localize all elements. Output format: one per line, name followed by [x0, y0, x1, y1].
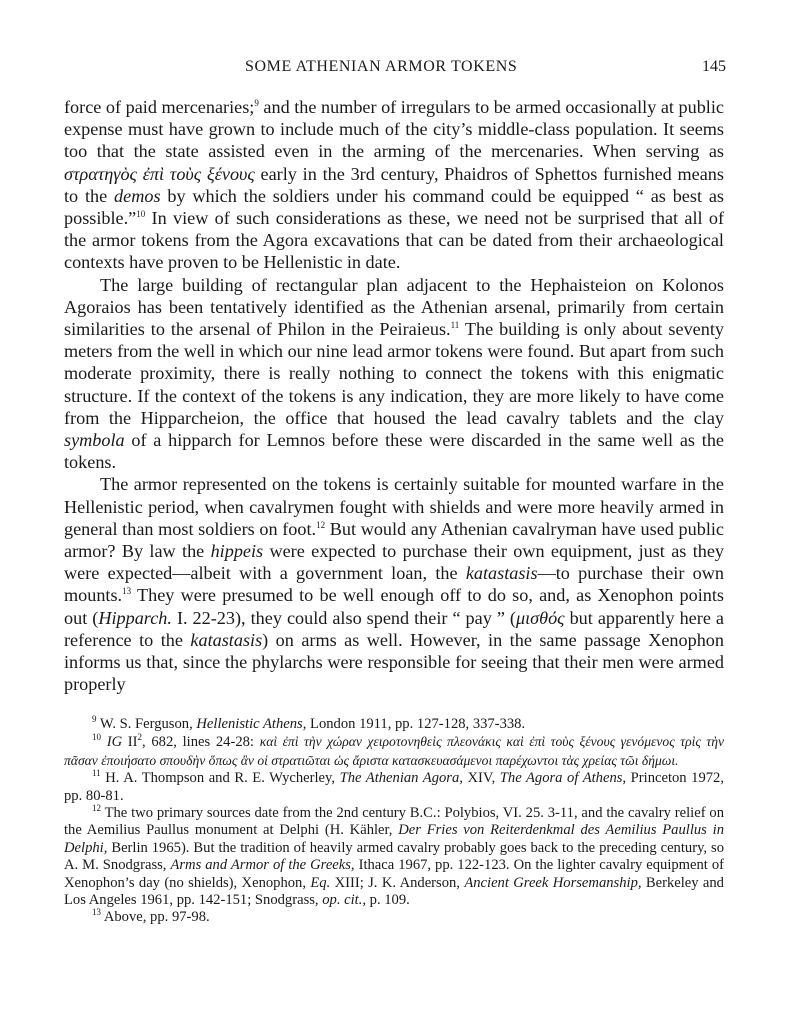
paragraph-3 [64, 473, 724, 695]
italic-term: katastasis [465, 563, 538, 584]
footnote-10 [64, 733, 724, 770]
text-run: by which the soldiers under his command could be equipped “ as best as possible.” [64, 185, 724, 229]
text-run: In view of such considerations as these, we need not be surprised that all of the armor tokens from the Agora excavations that can be dated from their archaeological contexts have proven to be Hellenistic in date. [64, 208, 724, 273]
text-run: —to purchase their own mounts. [64, 563, 724, 606]
footnote-ref-9: 9 [254, 97, 259, 108]
text-run: early in the 3rd century, Phaidros of Sphettos furnished means to the [64, 163, 724, 206]
text-run: London 1911, pp. 127-128, 337-338. [306, 716, 526, 732]
footnote-ref-10: 10 [136, 208, 146, 219]
text-run: Berkeley and Los Angeles 1961, pp. 142-151; Snodgrass, [64, 874, 724, 909]
paragraph-2 [64, 274, 724, 474]
text-run: Berlin 1965). But the tradition of heavily armed cavalry probably goes back to the preceding century, so A. M. Snodgrass, [64, 839, 724, 874]
footnote-13 [64, 909, 724, 926]
text-run: were expected to purchase their own equipment, just as they were expected—albeit with a government loan, the [64, 541, 725, 584]
italic-term: demos [114, 185, 161, 206]
footnote-ref-11: 11 [450, 319, 460, 330]
footnote-ref-12: 12 [316, 519, 326, 530]
text-run: W. S. Ferguson, [96, 716, 197, 732]
italic-title: The Athenian Agora, [339, 770, 463, 787]
page-number: 145 [702, 58, 726, 75]
text-run: , 682, lines 24-28: [142, 734, 260, 751]
footnote-number: 12 [92, 803, 101, 814]
italic-term: symbola [64, 430, 125, 451]
italic-title: IG [106, 734, 123, 751]
superscript: 2 [137, 732, 143, 743]
footnote-ref-13: 13 [122, 586, 132, 597]
italic-citation: Hipparch. [98, 607, 172, 628]
text-run: Ithaca 1967, pp. 122-123. On the lighter cavalry equipment of Xenophon’s day (no shields), Xenophon, [64, 857, 724, 891]
text-run: Above, pp. 97-98. [101, 909, 210, 926]
footnotes [64, 716, 724, 927]
text-run: H. A. Thompson and R. E. Wycherley, [100, 770, 340, 787]
italic-term: katastasis [190, 629, 263, 650]
body-text [64, 96, 724, 695]
greek-quotation: καὶ ἐπὶ τὴν χώραν χειροτονηθεὶς πλεονάκις καὶ ἐπὶ τοὺς ξένους γενόμενος τρὶς τὴν πᾶσαν ἐποιήσατο σπουδὴν ὅπως ἂν οἱ στρατιῶται ὡς ἄριστα κατασκευασάμενοι παρέχωντοι τὰς χρείας τῶι δήμωι. [64, 734, 724, 768]
text-run: Princeton 1972, pp. 80-81. [64, 770, 725, 804]
text-run: and the number of irregulars to be armed occasionally at public expense must have grown to include much of the city’s middle-class population. It seems too that the state assisted even in the arming of the mercenaries. When serving as [64, 97, 724, 162]
italic-term: hippeis [210, 541, 264, 562]
footnote-number: 9 [92, 714, 97, 725]
paragraph-1 [64, 96, 724, 274]
footnote-11 [64, 770, 724, 805]
footnote-number: 10 [92, 732, 101, 743]
italic-title: Arms and Armor of the Greeks, [170, 857, 355, 874]
text-run: But would any Athenian cavalryman have used public armor? By law the [64, 518, 724, 562]
italic-title: Ancient Greek Horsemanship, [464, 874, 642, 891]
greek-word: μισθός [515, 607, 565, 628]
text-run: ) on arms as well. However, in the same passage Xenophon informs us that, since the phylarchs were responsible for seeing that their men were armed properly [64, 629, 724, 695]
text-run: The two primary sources date from the 2nd century B.C.: Polybios, VI. 25. 3-11, and the cavalry relief on the Aemilius Paullus monument at Delphi (H. Kähler, [64, 805, 724, 839]
text-run: The armor represented on the tokens is certainly suitable for mounted warfare in the Hellenistic period, when cavalrymen fought with shields and were more heavily armed in general than most soldiers on foot. [64, 474, 724, 539]
italic-title: The Agora of Athens, [499, 770, 627, 787]
text-run: of a hipparch for Lemnos before these were discarded in the same well as the tokens. [64, 430, 724, 473]
italic-title: op. cit., [322, 892, 367, 909]
page-header [0, 58, 787, 82]
text-run: XIII; J. K. Anderson, [330, 874, 465, 891]
text-run: II [122, 734, 138, 751]
footnote-9 [64, 716, 724, 733]
footnote-12 [64, 805, 724, 909]
footnote-number: 11 [92, 768, 101, 779]
text-run: I. 22-23), they could also spend their “ pay ” ( [171, 607, 516, 628]
text-run: They were presumed to be well enough off to do so, and, as Xenophon points out ( [64, 585, 724, 628]
italic-title: Eq. [310, 874, 331, 891]
running-title: SOME ATHENIAN ARMOR TOKENS [245, 58, 518, 75]
footnote-number: 13 [92, 907, 101, 918]
text-run: XIV, [462, 770, 500, 787]
text-run: but apparently here a reference to the [64, 607, 724, 650]
italic-title: Der Fries von Reiterdenkmal des Aemilius Paullus in Delphi, [64, 822, 724, 856]
italic-title: Hellenistic Athens, [196, 716, 307, 732]
text-run: The large building of rectangular plan adjacent to the Hephaisteion on Kolonos Agoraios has been tentatively identified as the Athenian arsenal, primarily from certain similarities to the arsenal of Philon in the Peiraieus. [64, 274, 724, 340]
text-run: p. 109. [366, 892, 410, 909]
text-run: force of paid mercenaries; [64, 97, 255, 117]
greek-phrase: στρατηγὸς ἐπὶ τοὺς ξένους [64, 163, 255, 184]
text-run: The building is only about seventy meters from the well in which our nine lead armor tokens were found. But apart from such moderate proximity, there is really nothing to connect the tokens with this enigmatic structure. If the context of the tokens is any indication, they are more likely to have come from the Hipparcheion, the office that housed the lead cavalry tablets and the clay [64, 319, 724, 428]
